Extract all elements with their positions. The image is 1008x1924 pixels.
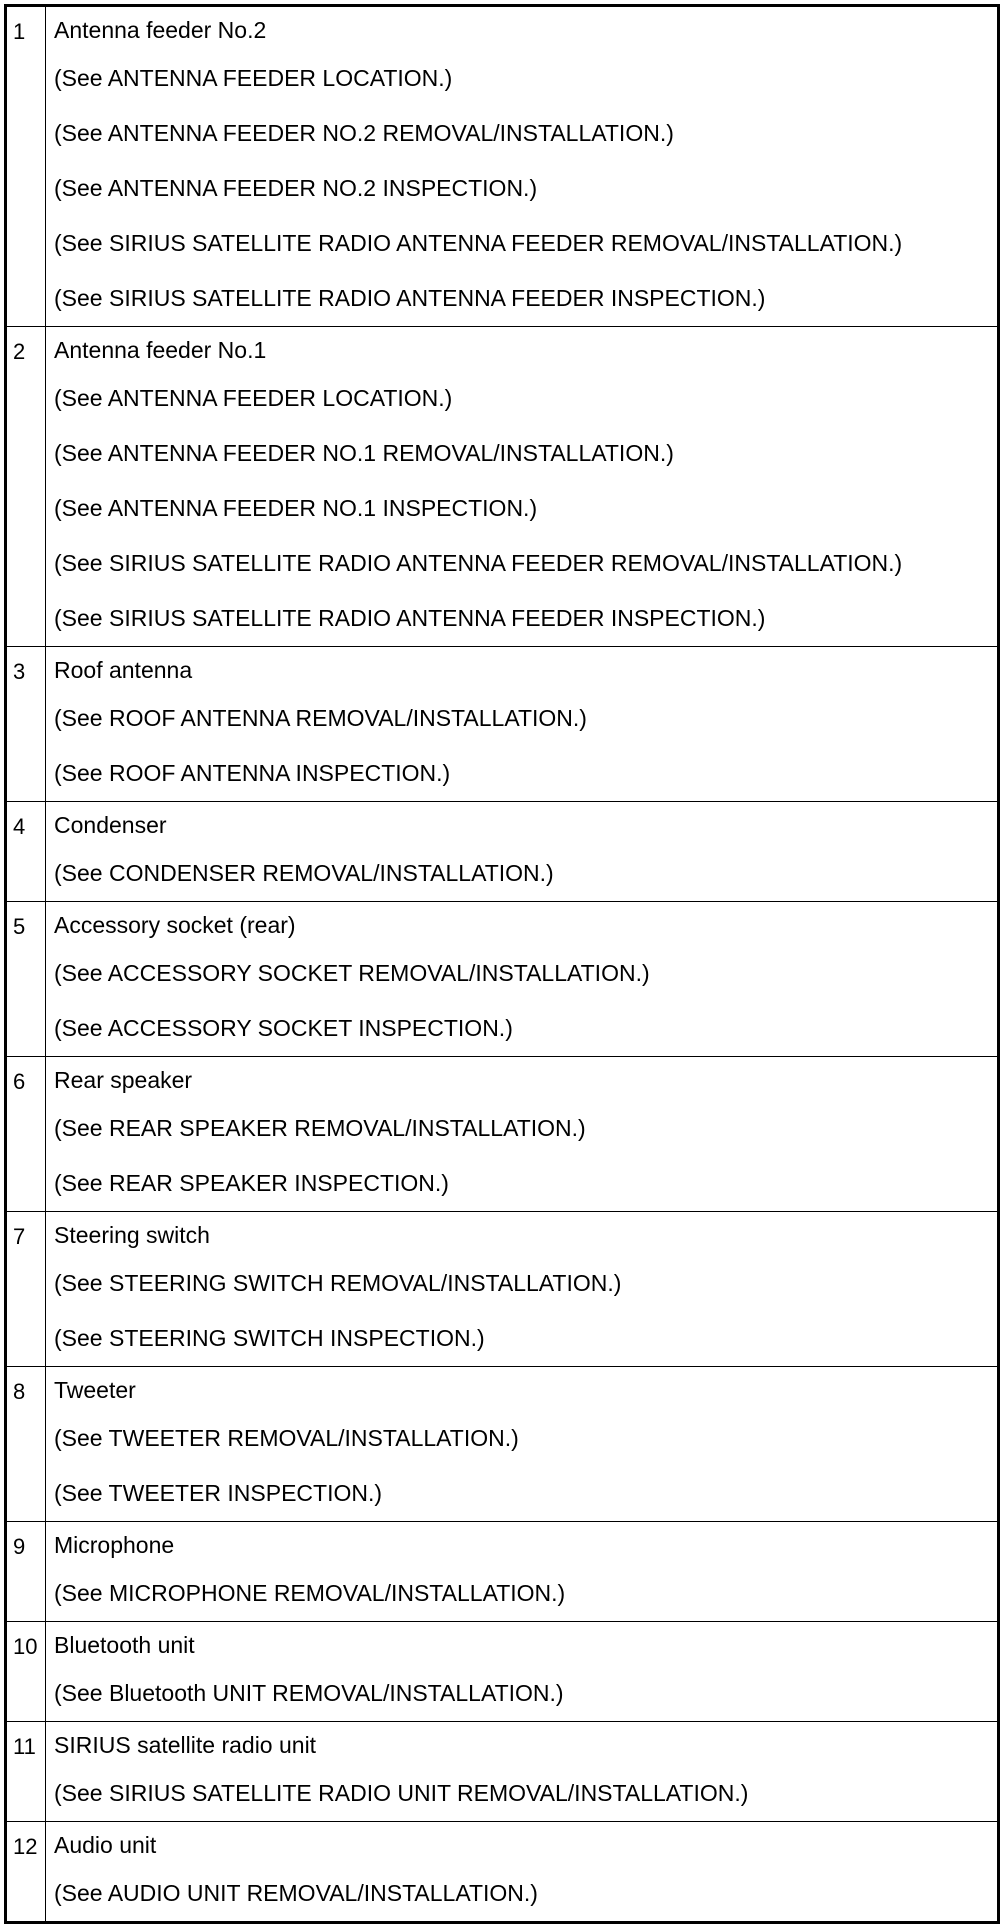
- item-reference-link[interactable]: (See REAR SPEAKER INSPECTION.): [54, 1170, 449, 1196]
- item-reference-link[interactable]: (See SIRIUS SATELLITE RADIO ANTENNA FEEDER INSPECTION.): [54, 285, 766, 311]
- item-reference-link[interactable]: (See CONDENSER REMOVAL/INSTALLATION.): [54, 860, 554, 886]
- item-content: [46, 1367, 999, 1522]
- item-title: Microphone: [54, 1532, 175, 1558]
- table-row: [6, 1212, 999, 1367]
- item-number: 12: [6, 1822, 46, 1923]
- item-title: Roof antenna: [54, 657, 193, 683]
- item-content: [46, 1057, 999, 1212]
- item-content: [46, 1622, 999, 1722]
- item-reference-link[interactable]: (See SIRIUS SATELLITE RADIO ANTENNA FEEDER INSPECTION.): [54, 605, 766, 631]
- table-body: [6, 6, 999, 1923]
- item-content: [46, 1822, 999, 1923]
- table-row: [6, 902, 999, 1057]
- table-row: [6, 1057, 999, 1212]
- item-title: Steering switch: [54, 1222, 210, 1248]
- item-reference-link[interactable]: (See ANTENNA FEEDER LOCATION.): [54, 385, 453, 411]
- item-title: Bluetooth unit: [54, 1632, 195, 1658]
- item-number: 9: [6, 1522, 46, 1622]
- table-row: [6, 1367, 999, 1522]
- item-reference-link[interactable]: (See AUDIO UNIT REMOVAL/INSTALLATION.): [54, 1880, 538, 1906]
- item-title: Tweeter: [54, 1377, 136, 1403]
- item-reference-link[interactable]: (See STEERING SWITCH INSPECTION.): [54, 1325, 485, 1351]
- item-content: [46, 6, 999, 327]
- item-title: Antenna feeder No.1: [54, 337, 267, 363]
- item-number: 6: [6, 1057, 46, 1212]
- item-reference-link[interactable]: (See TWEETER REMOVAL/INSTALLATION.): [54, 1425, 519, 1451]
- item-number: 1: [6, 6, 46, 327]
- item-number: 7: [6, 1212, 46, 1367]
- item-reference-link[interactable]: (See ANTENNA FEEDER NO.1 INSPECTION.): [54, 495, 538, 521]
- item-number: 3: [6, 647, 46, 802]
- item-reference-link[interactable]: (See ROOF ANTENNA REMOVAL/INSTALLATION.): [54, 705, 587, 731]
- item-number: 11: [6, 1722, 46, 1822]
- item-number: 4: [6, 802, 46, 902]
- item-reference-link[interactable]: (See REAR SPEAKER REMOVAL/INSTALLATION.): [54, 1115, 586, 1141]
- item-number: 5: [6, 902, 46, 1057]
- item-title: SIRIUS satellite radio unit: [54, 1732, 317, 1758]
- item-reference-link[interactable]: (See Bluetooth UNIT REMOVAL/INSTALLATION.): [54, 1680, 564, 1706]
- item-reference-link[interactable]: (See TWEETER INSPECTION.): [54, 1480, 383, 1506]
- item-reference-link[interactable]: (See ACCESSORY SOCKET INSPECTION.): [54, 1015, 513, 1041]
- item-number: 8: [6, 1367, 46, 1522]
- item-content: [46, 327, 999, 647]
- item-title: Condenser: [54, 812, 167, 838]
- component-reference-table: [4, 4, 1000, 1924]
- item-number: 10: [6, 1622, 46, 1722]
- table-row: [6, 1722, 999, 1822]
- item-reference-link[interactable]: (See ACCESSORY SOCKET REMOVAL/INSTALLATION.): [54, 960, 650, 986]
- item-reference-link[interactable]: (See SIRIUS SATELLITE RADIO UNIT REMOVAL/INSTALLATION.): [54, 1780, 749, 1806]
- item-reference-link[interactable]: (See ANTENNA FEEDER NO.2 INSPECTION.): [54, 175, 538, 201]
- item-content: [46, 647, 999, 802]
- item-reference-link[interactable]: (See SIRIUS SATELLITE RADIO ANTENNA FEEDER REMOVAL/INSTALLATION.): [54, 550, 903, 576]
- item-reference-link[interactable]: (See MICROPHONE REMOVAL/INSTALLATION.): [54, 1580, 566, 1606]
- item-content: [46, 1522, 999, 1622]
- item-content: [46, 1722, 999, 1822]
- item-reference-link[interactable]: (See STEERING SWITCH REMOVAL/INSTALLATION.): [54, 1270, 622, 1296]
- item-number: 2: [6, 327, 46, 647]
- item-content: [46, 802, 999, 902]
- item-title: Accessory socket (rear): [54, 912, 296, 938]
- item-reference-link[interactable]: (See ANTENNA FEEDER NO.1 REMOVAL/INSTALLATION.): [54, 440, 674, 466]
- table-row: [6, 1522, 999, 1622]
- item-reference-link[interactable]: (See ANTENNA FEEDER LOCATION.): [54, 65, 453, 91]
- item-reference-link[interactable]: (See ANTENNA FEEDER NO.2 REMOVAL/INSTALLATION.): [54, 120, 674, 146]
- table-row: [6, 6, 999, 327]
- item-content: [46, 902, 999, 1057]
- item-title: Rear speaker: [54, 1067, 193, 1093]
- item-title: Antenna feeder No.2: [54, 17, 267, 43]
- table-row: [6, 1622, 999, 1722]
- table-row: [6, 327, 999, 647]
- item-reference-link[interactable]: (See SIRIUS SATELLITE RADIO ANTENNA FEEDER REMOVAL/INSTALLATION.): [54, 230, 903, 256]
- table-row: [6, 647, 999, 802]
- item-reference-link[interactable]: (See ROOF ANTENNA INSPECTION.): [54, 760, 451, 786]
- item-content: [46, 1212, 999, 1367]
- table-row: [6, 1822, 999, 1923]
- table-row: [6, 802, 999, 902]
- item-title: Audio unit: [54, 1832, 157, 1858]
